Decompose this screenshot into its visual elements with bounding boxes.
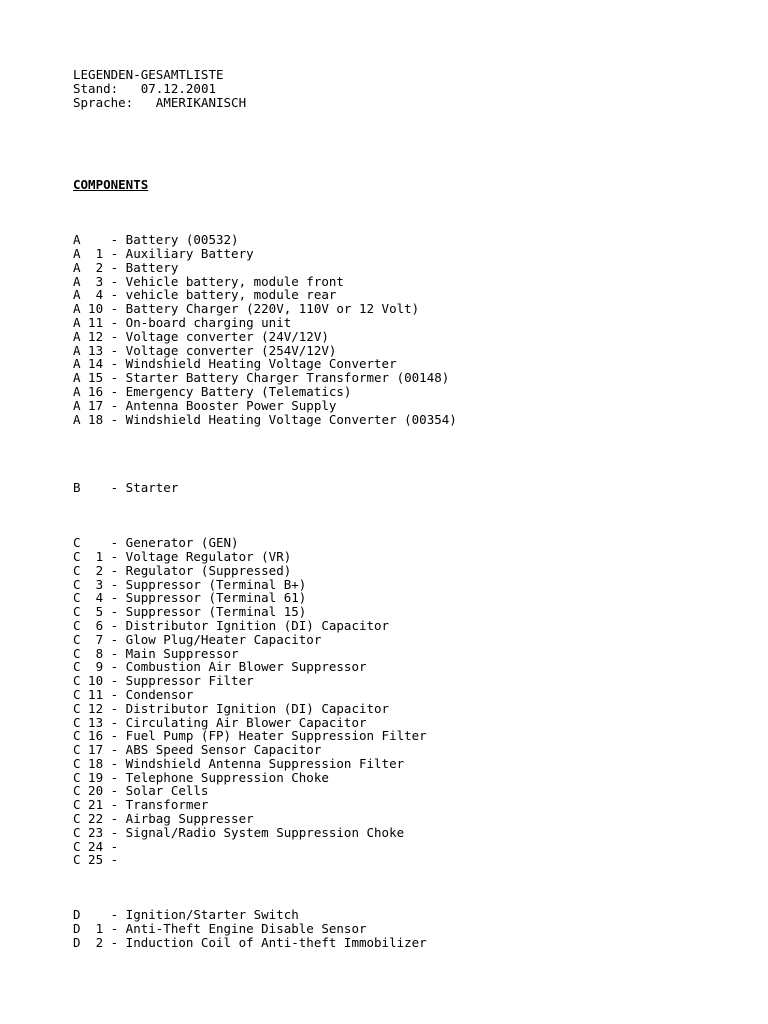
legend-item: C 2 - Regulator (Suppressed)	[73, 562, 292, 578]
legend-item: A 4 - vehicle battery, module rear	[73, 287, 337, 303]
legend-item: C 9 - Combustion Air Blower Suppressor	[73, 659, 367, 675]
legend-item: C 12 - Distributor Ignition (DI) Capacitor	[73, 700, 390, 716]
legend-item: C 16 - Fuel Pump (FP) Heater Suppression Filter	[73, 728, 427, 744]
legend-item: C 6 - Distributor Ignition (DI) Capacitor	[73, 617, 390, 633]
legend-group-c	[73, 536, 753, 867]
legend-item: C 13 - Circulating Air Blower Capacitor	[73, 714, 367, 730]
stand-line	[73, 82, 753, 96]
legend-item: C 5 - Suppressor (Terminal 15)	[73, 604, 307, 620]
legend-item: A 2 - Battery	[73, 259, 179, 275]
legend-item: C 4 - Suppressor (Terminal 61)	[73, 590, 307, 606]
components-heading: COMPONENTS	[73, 177, 149, 193]
legend-item: D - Ignition/Starter Switch	[73, 907, 299, 923]
document-header	[73, 68, 753, 109]
legend-item: C 22 - Airbag Suppresser	[73, 811, 254, 827]
legend-item: A 1 - Auxiliary Battery	[73, 245, 254, 261]
sprache-label: Sprache:	[73, 94, 156, 110]
stand-value: 07.12.2001	[140, 80, 216, 96]
legend-item: D 2 - Induction Coil of Anti-theft Immobilizer	[73, 934, 427, 950]
legend-item: C - Generator (GEN)	[73, 535, 239, 551]
legend-item: C 21 - Transformer	[73, 797, 209, 813]
legend-item: C 11 - Condensor	[73, 686, 194, 702]
legend-item: A - Battery (00532)	[73, 232, 239, 248]
document-page	[73, 68, 753, 950]
legend-item: A 15 - Starter Battery Charger Transformer (00148)	[73, 370, 450, 386]
legend-item: D 1 - Anti-Theft Engine Disable Sensor	[73, 921, 367, 937]
legend-item: A 16 - Emergency Battery (Telematics)	[73, 383, 352, 399]
legend-item: A 11 - On-board charging unit	[73, 314, 292, 330]
legend-item: C 3 - Suppressor (Terminal B+)	[73, 576, 307, 592]
document-title: LEGENDEN-GESAMTLISTE	[73, 67, 224, 82]
legend-item: A 3 - Vehicle battery, module front	[73, 273, 344, 289]
legend-item: C 20 - Solar Cells	[73, 783, 209, 799]
stand-label: Stand:	[73, 80, 141, 96]
legend-item: C 10 - Suppressor Filter	[73, 673, 254, 689]
legend-item: C 8 - Main Suppressor	[73, 645, 239, 661]
legend-item: C 23 - Signal/Radio System Suppression Choke	[73, 824, 405, 840]
legend-item: C 24 -	[73, 838, 119, 854]
legend-group-a	[73, 233, 753, 426]
legend-item: A 10 - Battery Charger (220V, 110V or 12 Volt)	[73, 301, 420, 317]
legend-item: A 12 - Voltage converter (24V/12V)	[73, 328, 329, 344]
legend-item: A 17 - Antenna Booster Power Supply	[73, 397, 337, 413]
legend-item: C 1 - Voltage Regulator (VR)	[73, 548, 292, 564]
legend-item: C 25 -	[73, 852, 119, 868]
legend-item: C 17 - ABS Speed Sensor Capacitor	[73, 742, 322, 758]
legend-item: A 18 - Windshield Heating Voltage Converter (00354)	[73, 411, 457, 427]
legend-item: C 18 - Windshield Antenna Suppression Filter	[73, 755, 405, 771]
legend-item: A 13 - Voltage converter (254V/12V)	[73, 342, 337, 358]
sprache-value: AMERIKANISCH	[155, 94, 247, 110]
sprache-line	[73, 96, 753, 110]
legend-item: C 19 - Telephone Suppression Choke	[73, 769, 329, 785]
legend-group-b	[73, 481, 753, 495]
legend-item: C 7 - Glow Plug/Heater Capacitor	[73, 631, 322, 647]
legend-item: A 14 - Windshield Heating Voltage Converter	[73, 356, 397, 372]
legend-group-d	[73, 908, 753, 949]
legend-item: B - Starter	[73, 480, 179, 496]
